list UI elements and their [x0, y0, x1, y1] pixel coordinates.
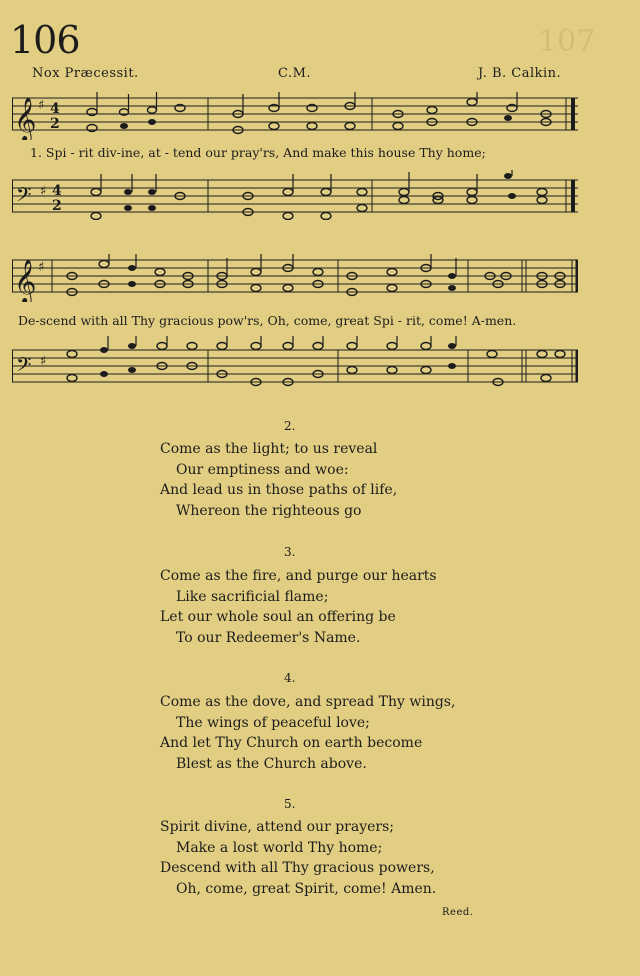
- sharp-icon: ♯: [38, 98, 45, 113]
- treble-clef-icon: 𝄞: [14, 259, 37, 302]
- stanza-line: Come as the light; to us reveal: [160, 441, 378, 457]
- treble-staff-1: [12, 92, 578, 140]
- stanza-line: Oh, come, great Spirit, come! Amen.: [176, 880, 437, 897]
- hymn-number: 106: [10, 18, 80, 62]
- verse-1-line-1-lyrics: 1. Spi - rit div-ine, at - tend our pray'rs, And make this house Thy home;: [30, 145, 486, 160]
- bass-clef-icon: 𝄢: [16, 353, 32, 381]
- bass-clef-icon: 𝄢: [16, 183, 32, 211]
- svg-text:4: 4: [50, 101, 60, 117]
- stanza-line: To our Redeemer's Name.: [176, 629, 361, 646]
- bass-staff-1: [12, 170, 578, 220]
- attribution: Reed.: [442, 907, 474, 918]
- stanza-line: Our emptiness and woe:: [176, 461, 349, 478]
- svg-text:2: 2: [52, 198, 62, 214]
- sharp-icon: ♯: [40, 184, 47, 199]
- stanza-line: The wings of peaceful love;: [176, 714, 370, 731]
- facing-page-number: 107: [538, 24, 596, 59]
- sharp-icon: ♯: [40, 354, 47, 369]
- treble-clef-icon: 𝄞: [14, 97, 37, 140]
- stanza-line: And lead us in those paths of life,: [160, 482, 398, 498]
- stanza-2: [160, 439, 397, 521]
- stanza-2-number: 2.: [284, 419, 296, 433]
- bass-staff-2: [12, 336, 578, 392]
- svg-text:4: 4: [52, 183, 62, 199]
- stanza-5: [160, 817, 436, 899]
- stanza-line: Come as the fire, and purge our hearts: [160, 568, 437, 584]
- stanza-4-number: 4.: [284, 671, 296, 685]
- stanza-line: And let Thy Church on earth become: [160, 735, 423, 751]
- stanza-4: [160, 692, 455, 774]
- stanza-line: Like sacrificial flame;: [176, 588, 329, 605]
- svg-text:2: 2: [50, 116, 60, 132]
- stanza-line: Whereon the righteous go: [176, 502, 362, 519]
- stanza-line: Spirit divine, attend our prayers;: [160, 819, 394, 835]
- stanza-3: [160, 566, 437, 648]
- tune-name: Nox Præcessit.: [32, 66, 139, 81]
- meter: C.M.: [278, 66, 312, 81]
- stanza-3-number: 3.: [284, 545, 296, 559]
- stanza-line: Make a lost world Thy home;: [176, 839, 383, 856]
- treble-staff-2: [12, 254, 578, 302]
- stanza-line: Descend with all Thy gracious powers,: [160, 860, 435, 876]
- stanza-line: Blest as the Church above.: [176, 755, 367, 772]
- stanza-line: Let our whole soul an offering be: [160, 609, 396, 625]
- stanza-5-number: 5.: [284, 797, 296, 811]
- verse-1-line-2-lyrics: De-scend with all Thy gracious pow'rs, Oh, come, great Spi - rit, come! A-men.: [18, 313, 517, 328]
- stanza-line: Come as the dove, and spread Thy wings,: [160, 694, 456, 710]
- sharp-icon: ♯: [38, 260, 45, 275]
- composer: J. B. Calkin.: [478, 66, 562, 81]
